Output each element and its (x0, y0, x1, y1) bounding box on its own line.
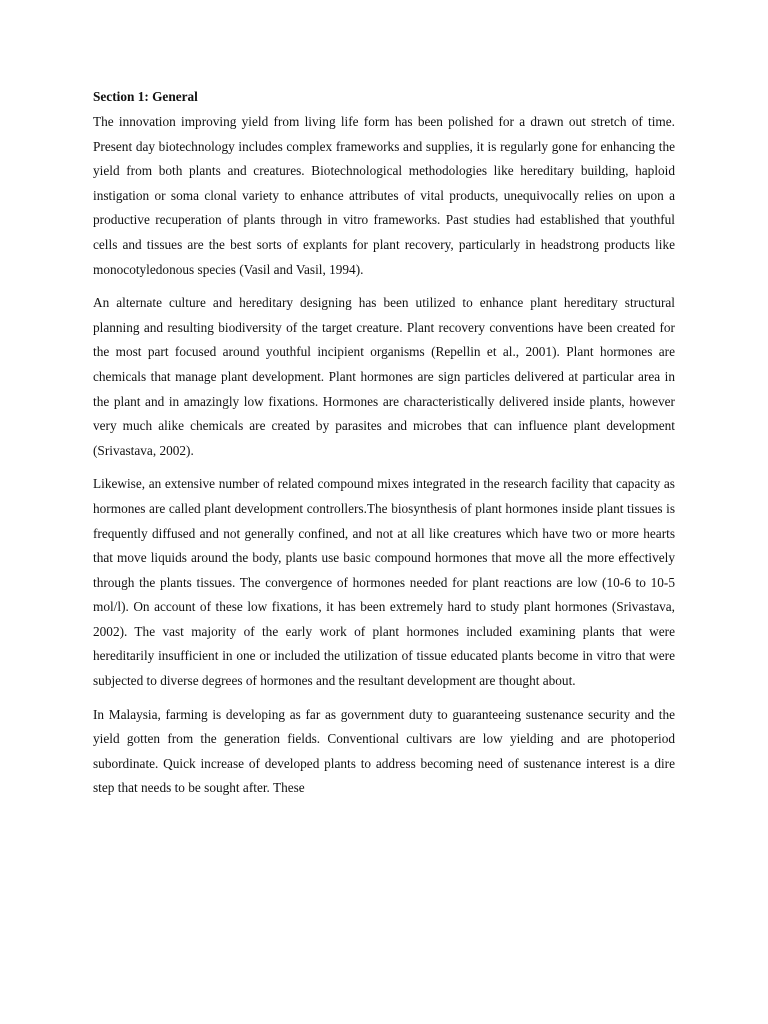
section-heading: Section 1: General (93, 89, 198, 104)
paragraph-1: The innovation improving yield from living life form has been polished for a drawn out stretch of time. Present day biotechnology includes complex frameworks and supplies, it is regularly gone for enhancing the yield from both plants and creatures. Biotechnological methodologies like hereditary building, haploid instigation or soma clonal variety to enhance attributes of vital products, unequivocally relies on upon a productive recuperation of plants through in vitro frameworks. Past studies had established that youthful cells and tissues are the best sorts of explants for plant recovery, particularly in headstrong products like monocotyledonous species (Vasil and Vasil, 1994). (93, 114, 675, 277)
paragraph-3: Likewise, an extensive number of related compound mixes integrated in the research facility that capacity as hormones are called plant development controllers.The biosynthesis of plant hormones inside plant tissues is frequently diffused and not generally confined, and not at all like creatures which have two or more hearts that move liquids around the body, plants use basic compound hormones that move all the more effectively through the plants tissues. The convergence of hormones needed for plant reactions are low (10-6 to 10-5 mol/l). On account of these low fixations, it has been extremely hard to study plant hormones (Srivastava, 2002). The vast majority of the early work of plant hormones included examining plants that were hereditarily insufficient in one or included the utilization of tissue educated plants become in vitro that were subjected to diverse degrees of hormones and the resultant development are thought about. (93, 476, 675, 689)
paragraph-2: An alternate culture and hereditary designing has been utilized to enhance plant hereditary structural planning and resulting biodiversity of the target creature. Plant recovery conventions have been created for the most part focused around youthful incipient organisms (Repellin et al., 2001). Plant hormones are chemicals that manage plant development. Plant hormones are sign particles delivered at particular area in the plant and in amazingly low fixations. Hormones are characteristically delivered inside plants, however very much alike chemicals are created by parasites and microbes that can influence plant development (Srivastava, 2002). (93, 295, 675, 458)
document-body (93, 86, 675, 810)
paragraph-4: In Malaysia, farming is developing as far as government duty to guaranteeing sustenance security and the yield gotten from the generation fields. Conventional cultivars are low yielding and are photoperiod subordinate. Quick increase of developed plants to address becoming need of sustenance interest is a dire step that needs to be sought after. These (93, 706, 675, 796)
